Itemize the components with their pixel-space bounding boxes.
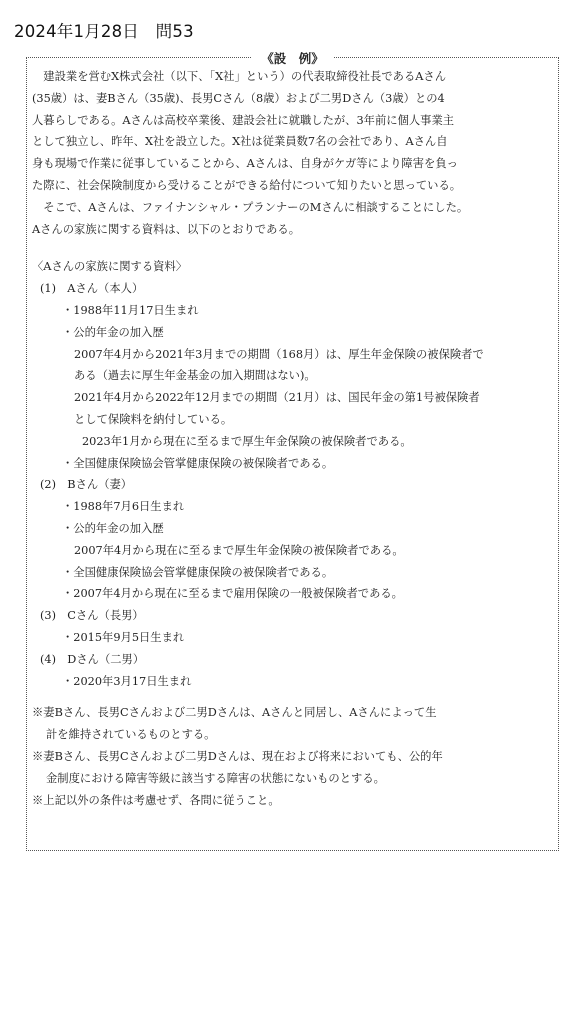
person-b-birth: ・1988年7月6日生まれ bbox=[62, 500, 185, 514]
person-a-pension-1a: 2007年4月から2021年3月までの期間（168月）は、厚生年金保険の被保険者で bbox=[74, 347, 484, 361]
person-a-pension-1b: ある（過去に厚生年金基金の加入期間はない)。 bbox=[74, 369, 316, 383]
person-a-heading: (1) Aさん（本人） bbox=[40, 282, 144, 296]
question-header: 2024年1月28日 問53 bbox=[14, 22, 194, 41]
person-a-pension-3: 2023年1月から現在に至るまで厚生年金保険の被保険者である。 bbox=[82, 434, 412, 448]
note-1-cont: 計を維持されているものとする。 bbox=[46, 728, 216, 742]
person-d-heading: (4) Dさん（二男） bbox=[40, 652, 145, 666]
person-a-health: ・全国健康保険協会管掌健康保険の被保険者である。 bbox=[62, 456, 334, 470]
person-a-pension-2b: として保険料を納付している。 bbox=[74, 412, 233, 426]
person-c-birth: ・2015年9月5日生まれ bbox=[62, 630, 185, 644]
person-b-health: ・全国健康保険協会管掌健康保険の被保険者である。 bbox=[62, 565, 334, 579]
materials-title: 〈Aさんの家族に関する資料〉 bbox=[32, 260, 188, 274]
person-d-birth: ・2020年3月17日生まれ bbox=[62, 674, 192, 688]
case-box-title: 《設 例》 bbox=[27, 48, 558, 67]
person-a-birth: ・1988年11月17日生まれ bbox=[62, 303, 199, 317]
note-1: ※妻Bさん、長男Cさんおよび二男Dさんは、Aさんと同居し、Aさんによって生 bbox=[32, 706, 437, 720]
intro-paragraph-2: そこで、Aさんは、ファイナンシャル・プランナーのMさんに相談することにした。 Aさんの家族に関する資料は、以下のとおりである。 bbox=[32, 200, 469, 236]
person-c-heading: (3) Cさん（長男） bbox=[40, 609, 144, 623]
note-2: ※妻Bさん、長男Cさんおよび二男Dさんは、現在および将来においても、公的年 bbox=[32, 749, 443, 763]
person-a-pension-heading: ・公的年金の加入歴 bbox=[62, 325, 164, 339]
person-a-pension-2a: 2021年4月から2022年12月までの期間（21月）は、国民年金の第1号被保険者 bbox=[74, 391, 480, 405]
person-b-heading: (2) Bさん（妻） bbox=[40, 478, 133, 492]
intro-paragraph: 建設業を営むX株式会社（以下、「X社」という）の代表取締役社長であるAさん (35歳）は、妻Bさん（35歳)、長男Cさん（8歳）および二男Dさん（3歳）との4 人暮らしである。Aさんは高校卒業後、建設会社に就職したが、3年前に個人事業主 として独立し、昨年、X社を設立した。X社は従業員数7名の会社であり、Aさん自 身も現場で作業に従事していることから、Aさんは、自身がケガ等により障害を負っ た際に、社会保険制度から受けることができる給付について知りたいと思っている。 bbox=[32, 70, 462, 192]
note-3: ※上記以外の条件は考慮せず、各問に従うこと。 bbox=[32, 793, 280, 807]
note-2-cont: 金制度における障害等級に該当する障害の状態にないものとする。 bbox=[46, 771, 385, 785]
person-b-pension-heading: ・公的年金の加入歴 bbox=[62, 521, 164, 535]
person-b-pension-1: 2007年4月から現在に至るまで厚生年金保険の被保険者である。 bbox=[74, 543, 404, 557]
person-b-employment: ・2007年4月から現在に至るまで雇用保険の一般被保険者である。 bbox=[62, 587, 403, 601]
case-content bbox=[32, 66, 542, 811]
